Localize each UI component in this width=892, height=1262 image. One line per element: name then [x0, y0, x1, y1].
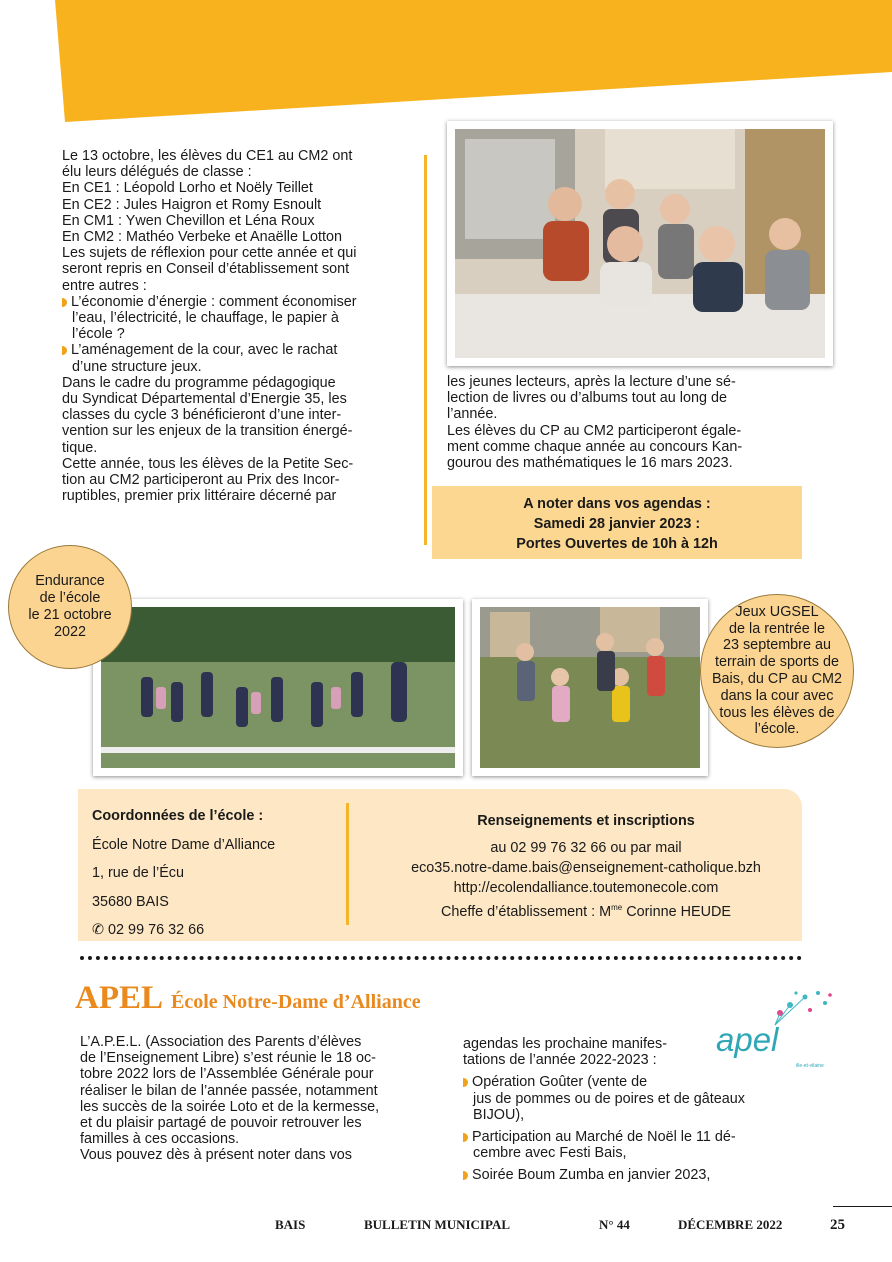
logo-text: apel — [716, 1021, 779, 1058]
children-playing-image — [480, 607, 700, 768]
bullet-line — [463, 1074, 805, 1090]
caption-line: Endurance — [35, 573, 105, 590]
apel-left-text — [80, 1034, 420, 1164]
text-line: En CE2 : Jules Haigron et Romy Esnoult — [62, 196, 322, 213]
text-line: L’A.P.E.L. (Association des Parents d’élèves — [80, 1034, 362, 1050]
text-line: Vous pouvez dès à présent noter dans vos — [80, 1147, 353, 1164]
contact-title: Coordonnées de l’école : — [92, 808, 264, 824]
text-line: tations de l’année 2022-2023 : — [463, 1052, 657, 1069]
text-line: Soirée Boum Zumba en janvier 2023, — [472, 1167, 711, 1184]
caption-line: dans la cour avec — [720, 687, 834, 704]
caption-line: de l’école — [39, 590, 101, 607]
text-line: seront repris en Conseil d’établissement sont — [62, 261, 350, 278]
text-line: Cette année, tous les élèves de la Petite Sec- — [62, 455, 354, 472]
caption-line: de la rentrée le — [729, 620, 825, 637]
contact-info — [370, 811, 802, 922]
logo-subtext: ille-et-vilaine — [796, 1063, 824, 1069]
page-number: 25 — [830, 1217, 845, 1233]
info-title: Renseignements et inscriptions — [477, 813, 695, 829]
school-name: École Notre Dame d’Alliance — [92, 836, 276, 853]
agenda-line: Portes Ouvertes de 10h à 12h — [516, 536, 718, 552]
contact-panel — [78, 789, 802, 941]
email-link[interactable]: eco35.notre-dame.bais@enseignement-catholique.bzh — [411, 860, 761, 876]
text-line: élu leurs délégués de classe : — [62, 164, 252, 181]
top-banner — [0, 0, 892, 125]
apel-heading — [75, 980, 421, 1017]
apel-subtitle: École Notre-Dame d’Alliance — [171, 991, 421, 1013]
bullet-line — [463, 1129, 805, 1145]
text-line: gourou des mathématiques le 16 mars 2023. — [447, 455, 733, 472]
text-line: En CE1 : Léopold Lorho et Noëly Teillet — [62, 180, 313, 197]
text-line: l’eau, l’électricité, le chauffage, le papier à — [72, 310, 339, 327]
dotted-separator — [80, 956, 802, 960]
footer-issue: N° 44 — [599, 1217, 630, 1232]
caption-line: Bais, du CP au CM2 — [711, 671, 843, 687]
caption-line: terrain de sports de — [715, 654, 839, 671]
text-line: tique. — [62, 439, 98, 456]
text-line: tobre 2022 lors de l’Assemblée Générale pour — [80, 1066, 374, 1083]
running-children-image — [101, 607, 455, 768]
caption-line: le 21 octobre — [28, 607, 112, 623]
column-divider — [424, 155, 427, 545]
footer-bulletin: BULLETIN MUNICIPAL — [364, 1217, 511, 1232]
text-line: du Syndicat Départemental d’Energie 35, les — [62, 391, 347, 408]
head-teacher — [370, 898, 802, 922]
text-line: ment comme chaque année au concours Kan- — [447, 438, 743, 455]
text-line: L’économie d’énergie : comment économiser — [71, 293, 357, 310]
caption-line: Jeux UGSEL — [735, 603, 819, 620]
agenda-line: A noter dans vos agendas : — [523, 496, 711, 512]
caption-line: l’école. — [754, 721, 800, 738]
text-line: En CM2 : Mathéo Verbeke et Anaëlle Lotton — [62, 229, 342, 246]
bullet-line — [62, 342, 404, 358]
endurance-caption-circle — [8, 545, 132, 669]
text-line: l’année. — [447, 406, 498, 423]
text-line: vention sur les enjeux de la transition énergé- — [62, 423, 353, 440]
classroom-photo — [447, 121, 833, 366]
city: 35680 BAIS — [92, 893, 169, 910]
footer-town: BAIS — [275, 1217, 306, 1232]
text-line: d’une structure jeux. — [72, 358, 202, 375]
footer-rule — [833, 1206, 892, 1207]
text-line: classes du cycle 3 bénéficieront d’une inter- — [62, 407, 342, 424]
footer-date: DÉCEMBRE 2022 — [678, 1217, 783, 1232]
apel-title: APEL — [75, 980, 164, 1016]
ugsel-photo — [472, 599, 708, 776]
bullet-line — [62, 294, 404, 310]
text-line: lection de livres ou d’albums tout au long de — [447, 390, 727, 407]
ugsel-caption-circle — [700, 594, 854, 748]
text-line: Les sujets de réflexion pour cette année et qui — [62, 245, 357, 262]
head-name: Corinne HEUDE — [622, 903, 731, 920]
caption-line: 23 septembre au — [722, 637, 831, 654]
bullet-line — [463, 1167, 805, 1183]
text-line: L’aménagement de la cour, avec le rachat — [71, 342, 338, 359]
text-line: tion au CM2 participeront au Prix des Incor- — [62, 472, 340, 489]
caption-line: tous les élèves de — [719, 704, 835, 721]
text-line: Le 13 octobre, les élèves du CE1 au CM2 ont — [62, 148, 353, 164]
text-line: réaliser le bilan de l’année passée, notamment — [80, 1082, 378, 1099]
apel-right-text — [463, 1036, 805, 1184]
contact-address — [92, 802, 275, 945]
text-line: Participation au Marché de Noël le 11 dé- — [472, 1129, 736, 1146]
contact-divider — [346, 803, 349, 925]
text-line: cembre avec Festi Bais, — [473, 1145, 627, 1162]
text-line: En CM1 : Ywen Chevillon et Léna Roux — [62, 212, 315, 229]
text-line: l’école ? — [72, 326, 125, 343]
children-classroom-image — [455, 129, 825, 358]
text-line: Les élèves du CP au CM2 participeront égale- — [447, 422, 742, 439]
phone-number: ✆ 02 99 76 32 66 — [92, 922, 205, 938]
info-phone: au 02 99 76 32 66 ou par mail — [490, 840, 682, 856]
caption-line: 2022 — [53, 623, 86, 640]
right-column-text — [447, 374, 787, 471]
text-line: les succès de la soirée Loto et de la kermesse, — [80, 1098, 380, 1115]
text-line: entre autres : — [62, 277, 147, 294]
text-line: Opération Goûter (vente de — [472, 1074, 648, 1091]
left-column-text — [62, 148, 404, 504]
text-line: Dans le cadre du programme pédagogique — [62, 374, 336, 391]
endurance-photo — [93, 599, 463, 776]
street-address: 1, rue de l’Écu — [92, 865, 184, 881]
text-line: familles à ces occasions. — [80, 1131, 240, 1148]
text-line: les jeunes lecteurs, après la lecture d’une sé- — [447, 374, 736, 390]
head-title-sup: me — [611, 903, 623, 912]
agenda-line: Samedi 28 janvier 2023 : — [533, 516, 701, 532]
agenda-box — [432, 486, 802, 559]
text-line: et du plaisir partagé de pouvoir retrouver les — [80, 1115, 362, 1132]
text-line: jus de pommes ou de poires et de gâteaux — [473, 1090, 745, 1107]
page-footer — [0, 1217, 892, 1237]
text-line: agendas les prochaine manifes- — [463, 1036, 667, 1052]
text-line: de l’Enseignement Libre) s’est réunie le 18 oc- — [80, 1050, 376, 1067]
head-prefix: Cheffe d’établissement : M — [440, 903, 612, 920]
text-line: ruptibles, premier prix littéraire décerné par — [62, 488, 337, 505]
website-link[interactable]: http://ecolendalliance.toutemonecole.com — [453, 880, 719, 896]
text-line: BIJOU), — [473, 1106, 525, 1123]
